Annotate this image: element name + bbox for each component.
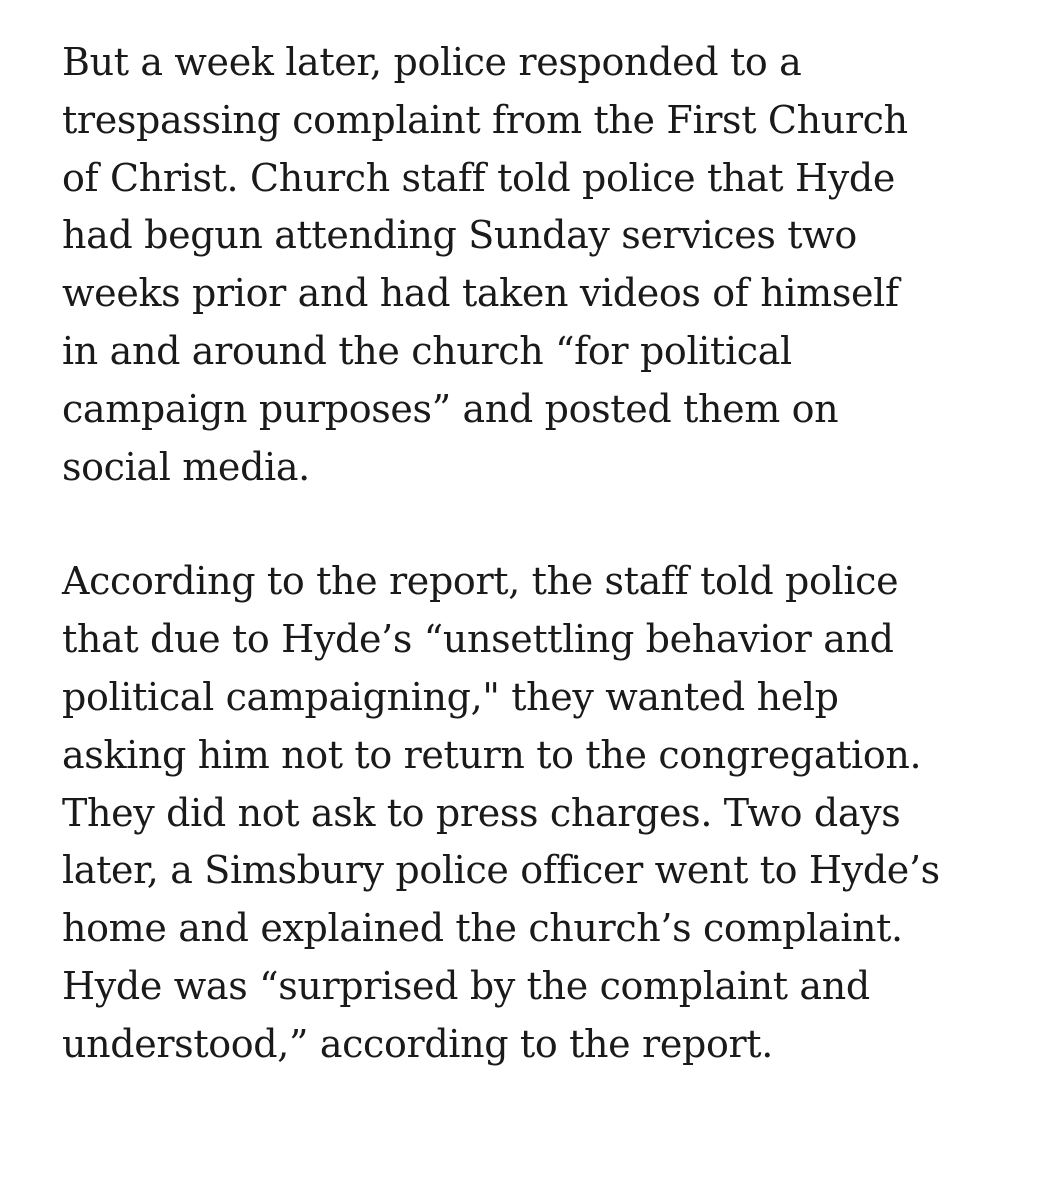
text-line: of Christ. Church staff told police that Hyde (62, 155, 895, 200)
text-line: They did not ask to press charges. Two days (62, 790, 901, 835)
text-line: later, a Simsbury police officer went to Hyde’s (62, 848, 940, 893)
text-line: According to the report, the staff told police (62, 559, 899, 604)
text-line: understood,” according to the report. (62, 1021, 773, 1066)
text-line: that due to Hyde’s “unsettling behavior and (62, 617, 894, 662)
text-line: political campaigning," they wanted help (62, 674, 839, 719)
article-paragraph-2 (62, 553, 1002, 1073)
text-line: home and explained the church’s complaint. (62, 906, 903, 951)
text-line: social media. (62, 444, 310, 489)
text-line: trespassing complaint from the First Church (62, 97, 908, 142)
text-line: campaign purposes” and posted them on (62, 386, 839, 431)
text-line: in and around the church “for political (62, 328, 792, 373)
text-line: had begun attending Sunday services two (62, 213, 857, 258)
text-line: But a week later, police responded to a (62, 40, 802, 84)
text-line: asking him not to return to the congregation. (62, 732, 922, 777)
text-line: Hyde was “surprised by the complaint and (62, 963, 870, 1008)
article-paragraph-1 (62, 34, 1002, 496)
text-line: weeks prior and had taken videos of himself (62, 271, 899, 316)
